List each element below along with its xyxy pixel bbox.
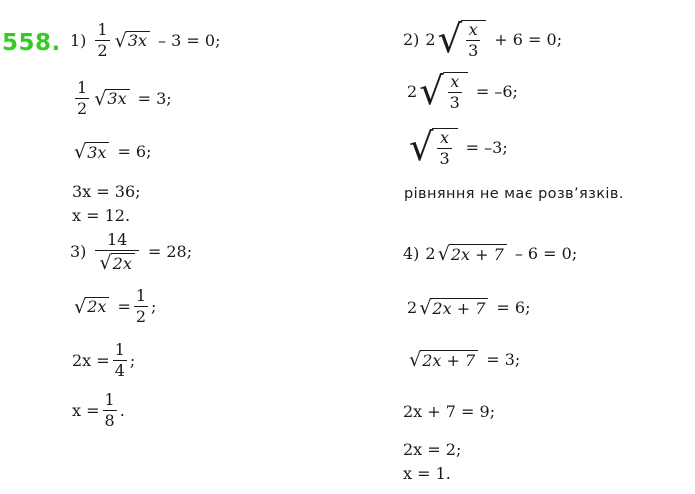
equals-sign: = bbox=[117, 296, 131, 316]
eq3-line3 bbox=[72, 342, 135, 379]
part-label: 3) bbox=[70, 242, 87, 262]
coefficient: 2 bbox=[425, 243, 436, 263]
equation-tail: . bbox=[119, 400, 125, 420]
square-root: √ 2x + 7 bbox=[438, 244, 507, 263]
coefficient: 2 bbox=[407, 297, 418, 317]
fraction: $\frac{x}{3}$ bbox=[468, 20, 479, 60]
square-root: √ $\frac{x}{3}$ bbox=[438, 20, 487, 59]
square-root: √ 2x bbox=[74, 297, 109, 316]
fraction: $\frac{1}{2}$ bbox=[97, 20, 108, 60]
square-root: √ $\frac{x}{3}$ bbox=[419, 72, 468, 111]
fraction: 14 √ 2x bbox=[95, 232, 138, 272]
square-root: √ 3x bbox=[115, 31, 150, 50]
equation-tail: + 6 = 0; bbox=[494, 29, 563, 49]
equation-head: x = bbox=[72, 400, 100, 420]
no-solutions-note: рівняння не має розв’язків. bbox=[404, 186, 624, 202]
coefficient: 2 bbox=[407, 81, 418, 101]
eq4-line3 bbox=[407, 350, 520, 369]
equation-tail: – 3 = 0; bbox=[158, 30, 221, 50]
fraction: $\frac{1}{2}$ bbox=[135, 286, 147, 326]
eq1-line1 bbox=[70, 22, 220, 59]
eq3-line2 bbox=[72, 288, 156, 325]
fraction: $\frac{1}{8}$ bbox=[104, 390, 115, 430]
fraction: $\frac{x}{3}$ bbox=[439, 128, 450, 168]
eq4-line6 bbox=[403, 466, 451, 482]
eq3-line1 bbox=[70, 232, 192, 272]
eq2-line3 bbox=[407, 124, 508, 170]
eq4-line5 bbox=[403, 442, 461, 458]
equation-tail: = 6; bbox=[496, 297, 531, 317]
part-label: 1) bbox=[70, 30, 87, 50]
equation-tail: = –3; bbox=[465, 137, 508, 157]
square-root: √ 2x + 7 bbox=[419, 298, 488, 317]
equation-tail: ; bbox=[129, 350, 136, 370]
eq3-line4 bbox=[72, 392, 125, 429]
fraction: $\frac{x}{3}$ bbox=[449, 72, 460, 112]
eq4-line2 bbox=[407, 298, 530, 317]
eq4-line4 bbox=[403, 404, 495, 420]
equation-tail: = 3; bbox=[486, 349, 521, 369]
equation-tail: ; bbox=[151, 296, 157, 316]
equation-text: x = 12. bbox=[72, 206, 131, 225]
coefficient: 2 bbox=[425, 29, 436, 49]
equation-text: 2x + 7 = 9; bbox=[403, 402, 496, 421]
equation-tail: = 3; bbox=[137, 88, 172, 108]
square-root: √ $\frac{x}{3}$ bbox=[409, 128, 458, 167]
equation-text: 2x = 2; bbox=[403, 440, 462, 459]
equation-tail: – 6 = 0; bbox=[514, 243, 578, 263]
part-label: 4) bbox=[403, 243, 420, 263]
square-root: √ 2x bbox=[99, 253, 134, 272]
equation-text: x = 1. bbox=[403, 464, 451, 483]
equation-head: 2x = bbox=[72, 350, 110, 370]
square-root: √ 3x bbox=[74, 142, 109, 161]
equation-tail: = 28; bbox=[147, 242, 193, 262]
eq2-line2 bbox=[407, 68, 518, 114]
equation-text: 3x = 36; bbox=[72, 182, 141, 201]
eq1-line5 bbox=[72, 208, 130, 224]
part-label: 2) bbox=[403, 29, 420, 49]
equation-tail: = –6; bbox=[475, 81, 518, 101]
problem-number: 558. bbox=[2, 30, 61, 56]
eq1-line3 bbox=[72, 142, 152, 161]
equation-tail: = 6; bbox=[117, 141, 152, 161]
fraction: $\frac{1}{4}$ bbox=[114, 340, 125, 380]
eq1-line2 bbox=[72, 80, 172, 117]
fraction: $\frac{1}{2}$ bbox=[77, 78, 88, 118]
square-root: √ 2x + 7 bbox=[409, 350, 478, 369]
eq2-line1 bbox=[403, 16, 563, 62]
eq4-line1 bbox=[403, 244, 577, 263]
eq1-line4 bbox=[72, 184, 141, 200]
square-root: √ 3x bbox=[94, 89, 129, 108]
